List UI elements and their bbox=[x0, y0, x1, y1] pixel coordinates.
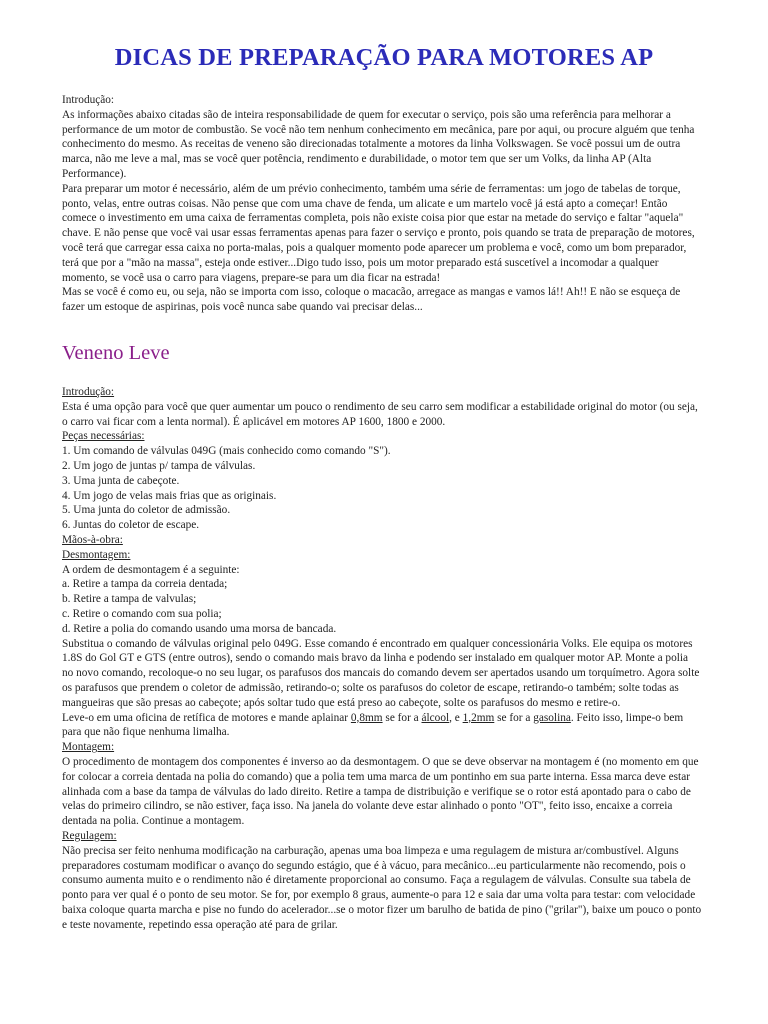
dismount-heading: Desmontagem: bbox=[62, 548, 131, 561]
page-title: DICAS DE PREPARAÇÃO PARA MOTORES AP bbox=[114, 44, 654, 71]
dismount-intro: A ordem de desmontagem é a seguinte: bbox=[62, 563, 240, 576]
alcohol-thickness: 0,8mm bbox=[350, 711, 383, 724]
parts-item: 6. Juntas do coletor de escape. bbox=[62, 519, 200, 532]
mount-heading: Montagem: bbox=[62, 741, 115, 754]
dismount-step: b. Retire a tampa de valvulas; bbox=[62, 593, 197, 606]
cylinder-head-paragraph bbox=[62, 711, 702, 741]
head-text-b: se for a bbox=[382, 711, 422, 724]
gasoline-thickness: 1,2mm bbox=[462, 711, 495, 724]
gasoline-fuel: gasolina bbox=[533, 711, 571, 724]
dismount-step: a. Retire a tampa da correia dentada; bbox=[62, 578, 228, 591]
intro-paragraph-2: Para preparar um motor é necessário, além de um prévio conhecimento, também uma série de ferramentas: um jogo de tabelas de torque, ponto, velas, entre outras coisas. Não pense que com uma chave de fenda, um alicate e um martelo você já está apto a começar! Então comece o investimento em uma caixa de ferramentas completa, pois não existe coisa pior que estar na metade do serviço e faltar "aquela" chave. E não pense que você vai usar essas ferramentas apenas para fazer o serviço e pronto, pois quando se trata de preparação de motores, você terá que carregar essa caixa no porta-malas, pois a qualquer momento pode aparecer um problema e você, como um bom preparador, terá que por a "mão na massa", esteja onde estiver...Digo tudo isso, pois um motor preparado está suscetível a incomodar a qualquer momento, se você usa o carro para viagens, prepare-se para um dia ficar na estrada! bbox=[62, 182, 695, 284]
intro-heading: Introdução: bbox=[62, 94, 115, 106]
veneno-leve-section bbox=[62, 385, 702, 932]
dismount-step: c. Retire o comando com sua polia; bbox=[62, 607, 222, 620]
adjust-text: Não precisa ser feito nenhuma modificação na carburação, apenas uma boa limpeza e uma regulagem de mistura ar/combustível. Alguns preparadores costumam modificar o avanço do segundo estágio, que é à vácuo, para mecânico...eu particularmente não recomendo, pois o consumo aumenta muito e o rendimento não é diretamente proporcional ao consumo. Faça a regulagem de válvulas. Consulte sua tabela de ponto para ver qual é o ponto de seu motor. Se for, por exemplo 8 graus, aumente-o para 12 e saia dar uma volta para testar: com velocidade baixa coloque quarta marcha e pise no fundo do acelerador...se o motor fizer um barulho de batida de pino ("grilar"), baixe um pouco o ponto e teste novamente, repetindo essa operação até para de grilar. bbox=[62, 844, 702, 931]
head-text-d: se for a bbox=[494, 711, 534, 724]
dismount-text: Substitua o comando de válvulas original pelo 049G. Esse comando é encontrado em qualquer concessionária Volks. Ele equipa os motores 1.8S do Gol GT e GTS (entre outros), sendo o comando mais bravo da linha e podendo ser instalado em qualquer motor AP. Monte a polia no novo comando, recoloque-o no seu lugar, os parafusos dos mancais do comando devem ser apertados usando um torquímetro. Agora solte os parafusos que prendem o coletor de admissão, retirando-o; solte os parafusos do coletor de escape, retirando-o também; solte todas as mangueiras que são presas ao cabeçote; após soltar tudo que está preso ao cabeçote, solte os parafusos do mesmo e retire-o. bbox=[62, 637, 700, 709]
section-title: Veneno Leve bbox=[62, 342, 170, 364]
intro-section bbox=[62, 93, 702, 315]
adjust-heading: Regulagem: bbox=[62, 829, 117, 842]
alcohol-fuel: álcool bbox=[421, 711, 450, 724]
section-intro-text: Esta é uma opção para você que quer aumentar um pouco o rendimento de seu carro sem modificar a estabilidade original do motor (ou seja, o carro vai ficar com a lenta normal). É aplicável em motores AP 1600, 1800 e 2000. bbox=[62, 400, 698, 428]
parts-item: 5. Uma junta do coletor de admissão. bbox=[62, 504, 231, 517]
head-text-c: , e bbox=[449, 711, 463, 724]
head-text-e: . Feito isso, limpe-o bem para que não fique nenhuma limalha. bbox=[62, 711, 684, 739]
parts-item: 2. Um jogo de juntas p/ tampa de válvulas. bbox=[62, 459, 256, 472]
parts-item: 3. Uma junta de cabeçote. bbox=[62, 474, 180, 487]
section-intro-heading: Introdução: bbox=[62, 386, 115, 398]
mount-text: O procedimento de montagem dos componentes é inverso ao da desmontagem. O que se deve observar na montagem é (no momento em que for colocar a correia dentada na polia do comando) que a polia tem uma marca de um pontinho em sua parte interna. Essa marca deve estar alinhada com a base da tampa de válvulas do lado direito. Retire a tampa de distribuição e verifique se o rotor está apontado para o cabo de velas do primeiro cilindro, se não estiver, faça isso. Na janela do volante deve estar alinhado o ponto "OT", feito isso, encaixe a correia dentada na polia. Continue a montagem. bbox=[62, 755, 699, 828]
intro-paragraph-3: Mas se você é como eu, ou seja, não se importa com isso, coloque o macacão, arregace as mangas e vamos lá!! Ah!! E não se esqueça de fazer um estoque de aspirinas, pois você nunca sabe quando vai precisar delas... bbox=[62, 286, 681, 314]
parts-item: 4. Um jogo de velas mais frias que as originais. bbox=[62, 489, 277, 502]
head-text-a: Leve-o em uma oficina de retífica de motores e mande aplainar bbox=[62, 711, 351, 724]
labor-heading: Mãos-à-obra: bbox=[62, 533, 123, 546]
parts-heading: Peças necessárias: bbox=[62, 430, 145, 443]
dismount-step: d. Retire a polia do comando usando uma morsa de bancada. bbox=[62, 622, 337, 635]
parts-item: 1. Um comando de válvulas 049G (mais conhecido como comando "S"). bbox=[62, 445, 391, 458]
intro-paragraph-1: As informações abaixo citadas são de inteira responsabilidade de quem for executar o serviço, pois são uma referência para melhorar a performance de um motor de combustão. Se você não tem nenhum conhecimento em mecânica, pare por aqui, ou procure alguém que tenha conhecimento do mesmo. As receitas de veneno são direcionadas totalmente a motores da linha Volkswagen. Se você possui um de outra marca, não me leve a mal, mas se você quer potência, rendimento e durabilidade, o motor tem que ser um Volks, da linha AP (Alta Performance). bbox=[62, 108, 695, 180]
